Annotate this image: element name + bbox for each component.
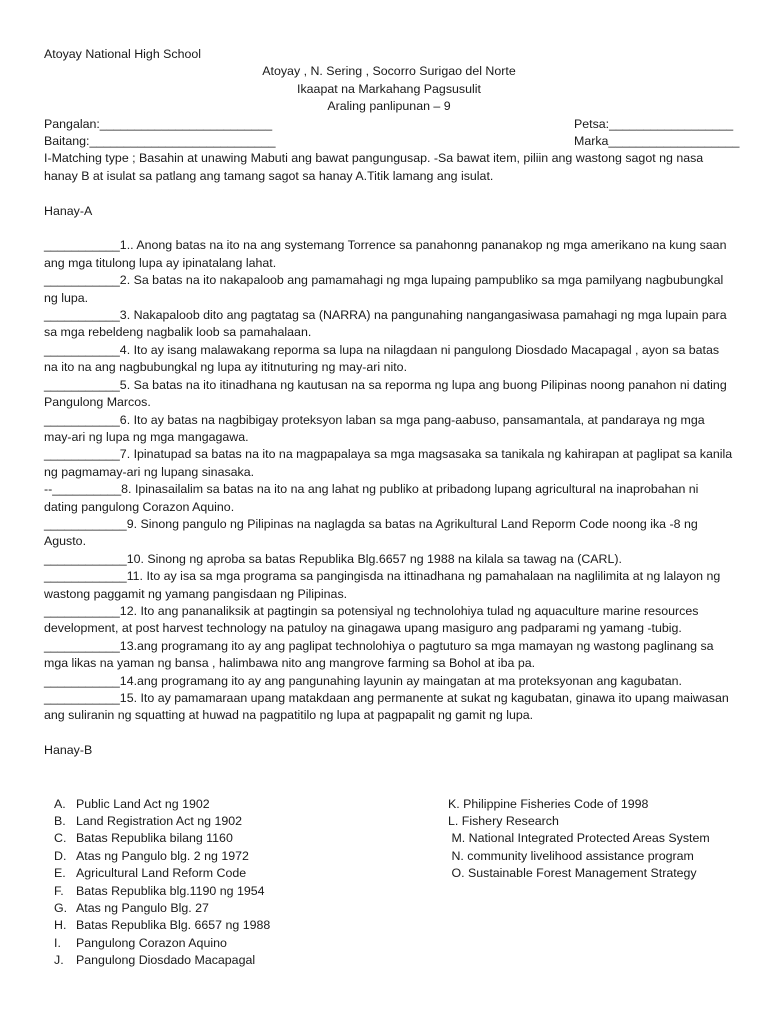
option-letter: G. [54, 901, 68, 916]
hanay-b-option: N. community livelihood assistance program [448, 848, 694, 863]
hanay-b-left-column [44, 796, 438, 970]
option-text: Batas Republika bilang 1160 [76, 831, 233, 846]
hanay-b-option: M. National Integrated Protected Areas System [448, 831, 710, 846]
option-text: Pangulong Diosdado Macapagal [76, 953, 256, 968]
hanay-a-item: ___________6. Ito ay batas na nagbibigay proteksyon laban sa mga pang-aabuso, pansamantala, at pandaraya ng mga may-ari ng lupa ng mga mangagawa. [44, 412, 705, 444]
name-date-row [44, 116, 734, 133]
hanay-a-item: ___________2. Sa batas na ito nakapaloob ang pamamahagi ng mga lupaing pampubliko sa mga pamilyang nagbubungkal ng lupa. [44, 273, 724, 305]
grade-field: Baitang:___________________________ [44, 134, 276, 149]
option-letter: A. [54, 796, 66, 811]
hanay-b-right-column [438, 796, 710, 970]
option-text: Land Registration Act ng 1902 [76, 814, 243, 829]
date-field: Petsa:__________________ [574, 116, 734, 131]
option-letter: H. [54, 918, 67, 933]
school-address: Atoyay , N. Sering , Socorro Surigao del Norte [262, 64, 516, 79]
name-field: Pangalan:_________________________ [44, 116, 273, 131]
hanay-b-option [54, 830, 438, 847]
hanay-a-item: ___________4. Ito ay isang malawakang reporma sa lupa na nilagdaan ni pangulong Diosdado Macapagal , ayon sa batas na ito na ang nagbubungkal ng lupa ay ititnuturing ng may-ari nito. [44, 342, 720, 375]
hanay-a-item: ___________7. Ipinatupad sa batas na ito na magpapalaya sa mga magsasaka sa tanikala ng kahirapan at paglipat sa kanila ng pagmamay-ari ng lupang sinasaka. [44, 447, 733, 479]
option-text: Public Land Act ng 1902 [76, 796, 210, 811]
option-letter: E. [54, 866, 66, 881]
hanay-a-item: ___________3. Nakapaloob dito ang pagtatag sa (NARRA) na pangunahing nangangasiwasa pamahagi ng mga lupain para sa mga rebeldeng nagbalik loob sa pamahalaan. [44, 308, 727, 340]
hanay-b-option [54, 917, 438, 934]
hanay-b-option [54, 848, 438, 865]
score-field: Marka___________________ [574, 134, 740, 149]
hanay-b-option [54, 865, 438, 882]
option-letter: I. [54, 935, 61, 950]
hanay-b-option [54, 952, 438, 969]
hanay-b-title: Hanay-B [44, 743, 93, 758]
school-name: Atoyay National High School [44, 47, 202, 61]
hanay-b-option [54, 813, 438, 830]
option-text: Agricultural Land Reform Code [76, 866, 247, 881]
hanay-a-item: ___________13.ang programang ito ay ang paglipat technolohiya o pagtuturo sa mga mamayan ng wastong paglinang sa mga likas na yaman ng bansa , halimbawa nito ang mangrove farming sa Bohol at iba pa. [44, 638, 714, 671]
document-page [44, 46, 740, 970]
hanay-b-option [54, 900, 438, 917]
hanay-b-option: K. Philippine Fisheries Code of 1998 [448, 796, 649, 811]
option-letter: J. [54, 953, 64, 968]
hanay-b-option: O. Sustainable Forest Management Strategy [448, 866, 697, 881]
option-text: Atas ng Pangulo blg. 2 ng 1972 [76, 848, 249, 863]
option-text: Batas Republika Blg. 6657 ng 1988 [76, 918, 271, 933]
subject-title: Araling panlipunan – 9 [327, 99, 451, 114]
option-text: Atas ng Pangulo Blg. 27 [76, 901, 209, 916]
hanay-b-columns [44, 796, 734, 970]
hanay-a-item: ____________9. Sinong pangulo ng Pilipinas na naglagda sa batas na Agrikultural Land Reporm Code noong ika -8 ng Agusto. [44, 516, 698, 549]
hanay-a-item: ___________14.ang programang ito ay ang pangunahing layunin ay maingatan at ma proteksyonan ang kagubatan. [44, 673, 682, 688]
instructions: I-Matching type ; Basahin at unawing Mabuti ang bawat pangungusap. -Sa bawat item, piliin ang wastong sagot ng nasa hanay B at isulat sa patlang ang tamang sagot sa hanay A.Titik lamang ang isulat. [44, 151, 704, 183]
hanay-a-item: ____________10. Sinong ng aproba sa batas Republika Blg.6657 ng 1988 na kilala sa tawag na (CARL). [44, 551, 622, 566]
option-letter: B. [54, 814, 66, 829]
option-letter: F. [54, 883, 64, 898]
grade-score-row [44, 133, 740, 150]
hanay-a-list [44, 237, 734, 724]
hanay-b-option [54, 883, 438, 900]
hanay-b-option [54, 935, 438, 952]
exam-title: Ikaapat na Markahang Pagsusulit [297, 81, 481, 96]
hanay-a-item: ___________5. Sa batas na ito itinadhana ng kautusan na sa reporma ng lupa ang buong Pilipinas noong panahon ni dating Pangulong Marcos. [44, 377, 727, 410]
hanay-a-item: ___________1.. Anong batas na ito na ang systemang Torrence sa panahonng pananakop ng mga amerikano na kung saan ang mga titulong lupa ay ipinatalang lahat. [44, 238, 727, 270]
option-text: Pangulong Corazon Aquino [76, 935, 227, 950]
option-text: Batas Republika blg.1190 ng 1954 [76, 883, 265, 898]
hanay-a-item: ___________12. Ito ang pananaliksik at pagtingin sa potensiyal ng technolohiya tulad ng aquaculture marine resources development, at post harvest technology na patuloy na ginagawa upang masiguro ang padparami ng yamang -tubig. [44, 603, 699, 636]
hanay-a-item: ____________11. Ito ay isa sa mga programa sa pangingisda na ittinadhana ng pamahalaan na naglilimita at ng lalayon ng wastong paggamit ng yamang pangisdaan ng Pilipinas. [44, 569, 721, 601]
hanay-b-option: L. Fishery Research [448, 814, 559, 829]
hanay-a-title: Hanay-A [44, 203, 93, 218]
hanay-a-item: --__________8. Ipinasailalim sa batas na ito na ang lahat ng publiko at pribadong lupang agricultural na inaprobahan ni dating pangulong Corazon Aquino. [44, 482, 699, 514]
option-letter: D. [54, 848, 67, 863]
option-letter: C. [54, 831, 67, 846]
hanay-b-option [54, 796, 438, 813]
hanay-a-item: ___________15. Ito ay pamamaraan upang matakdaan ang permanente at sukat ng kagubatan, ginawa ito upang maiwasan ang suliranin ng squatting at huwad na pagpatitilo ng lupa at pagpapalit ng gamit ng lupa. [44, 691, 729, 723]
